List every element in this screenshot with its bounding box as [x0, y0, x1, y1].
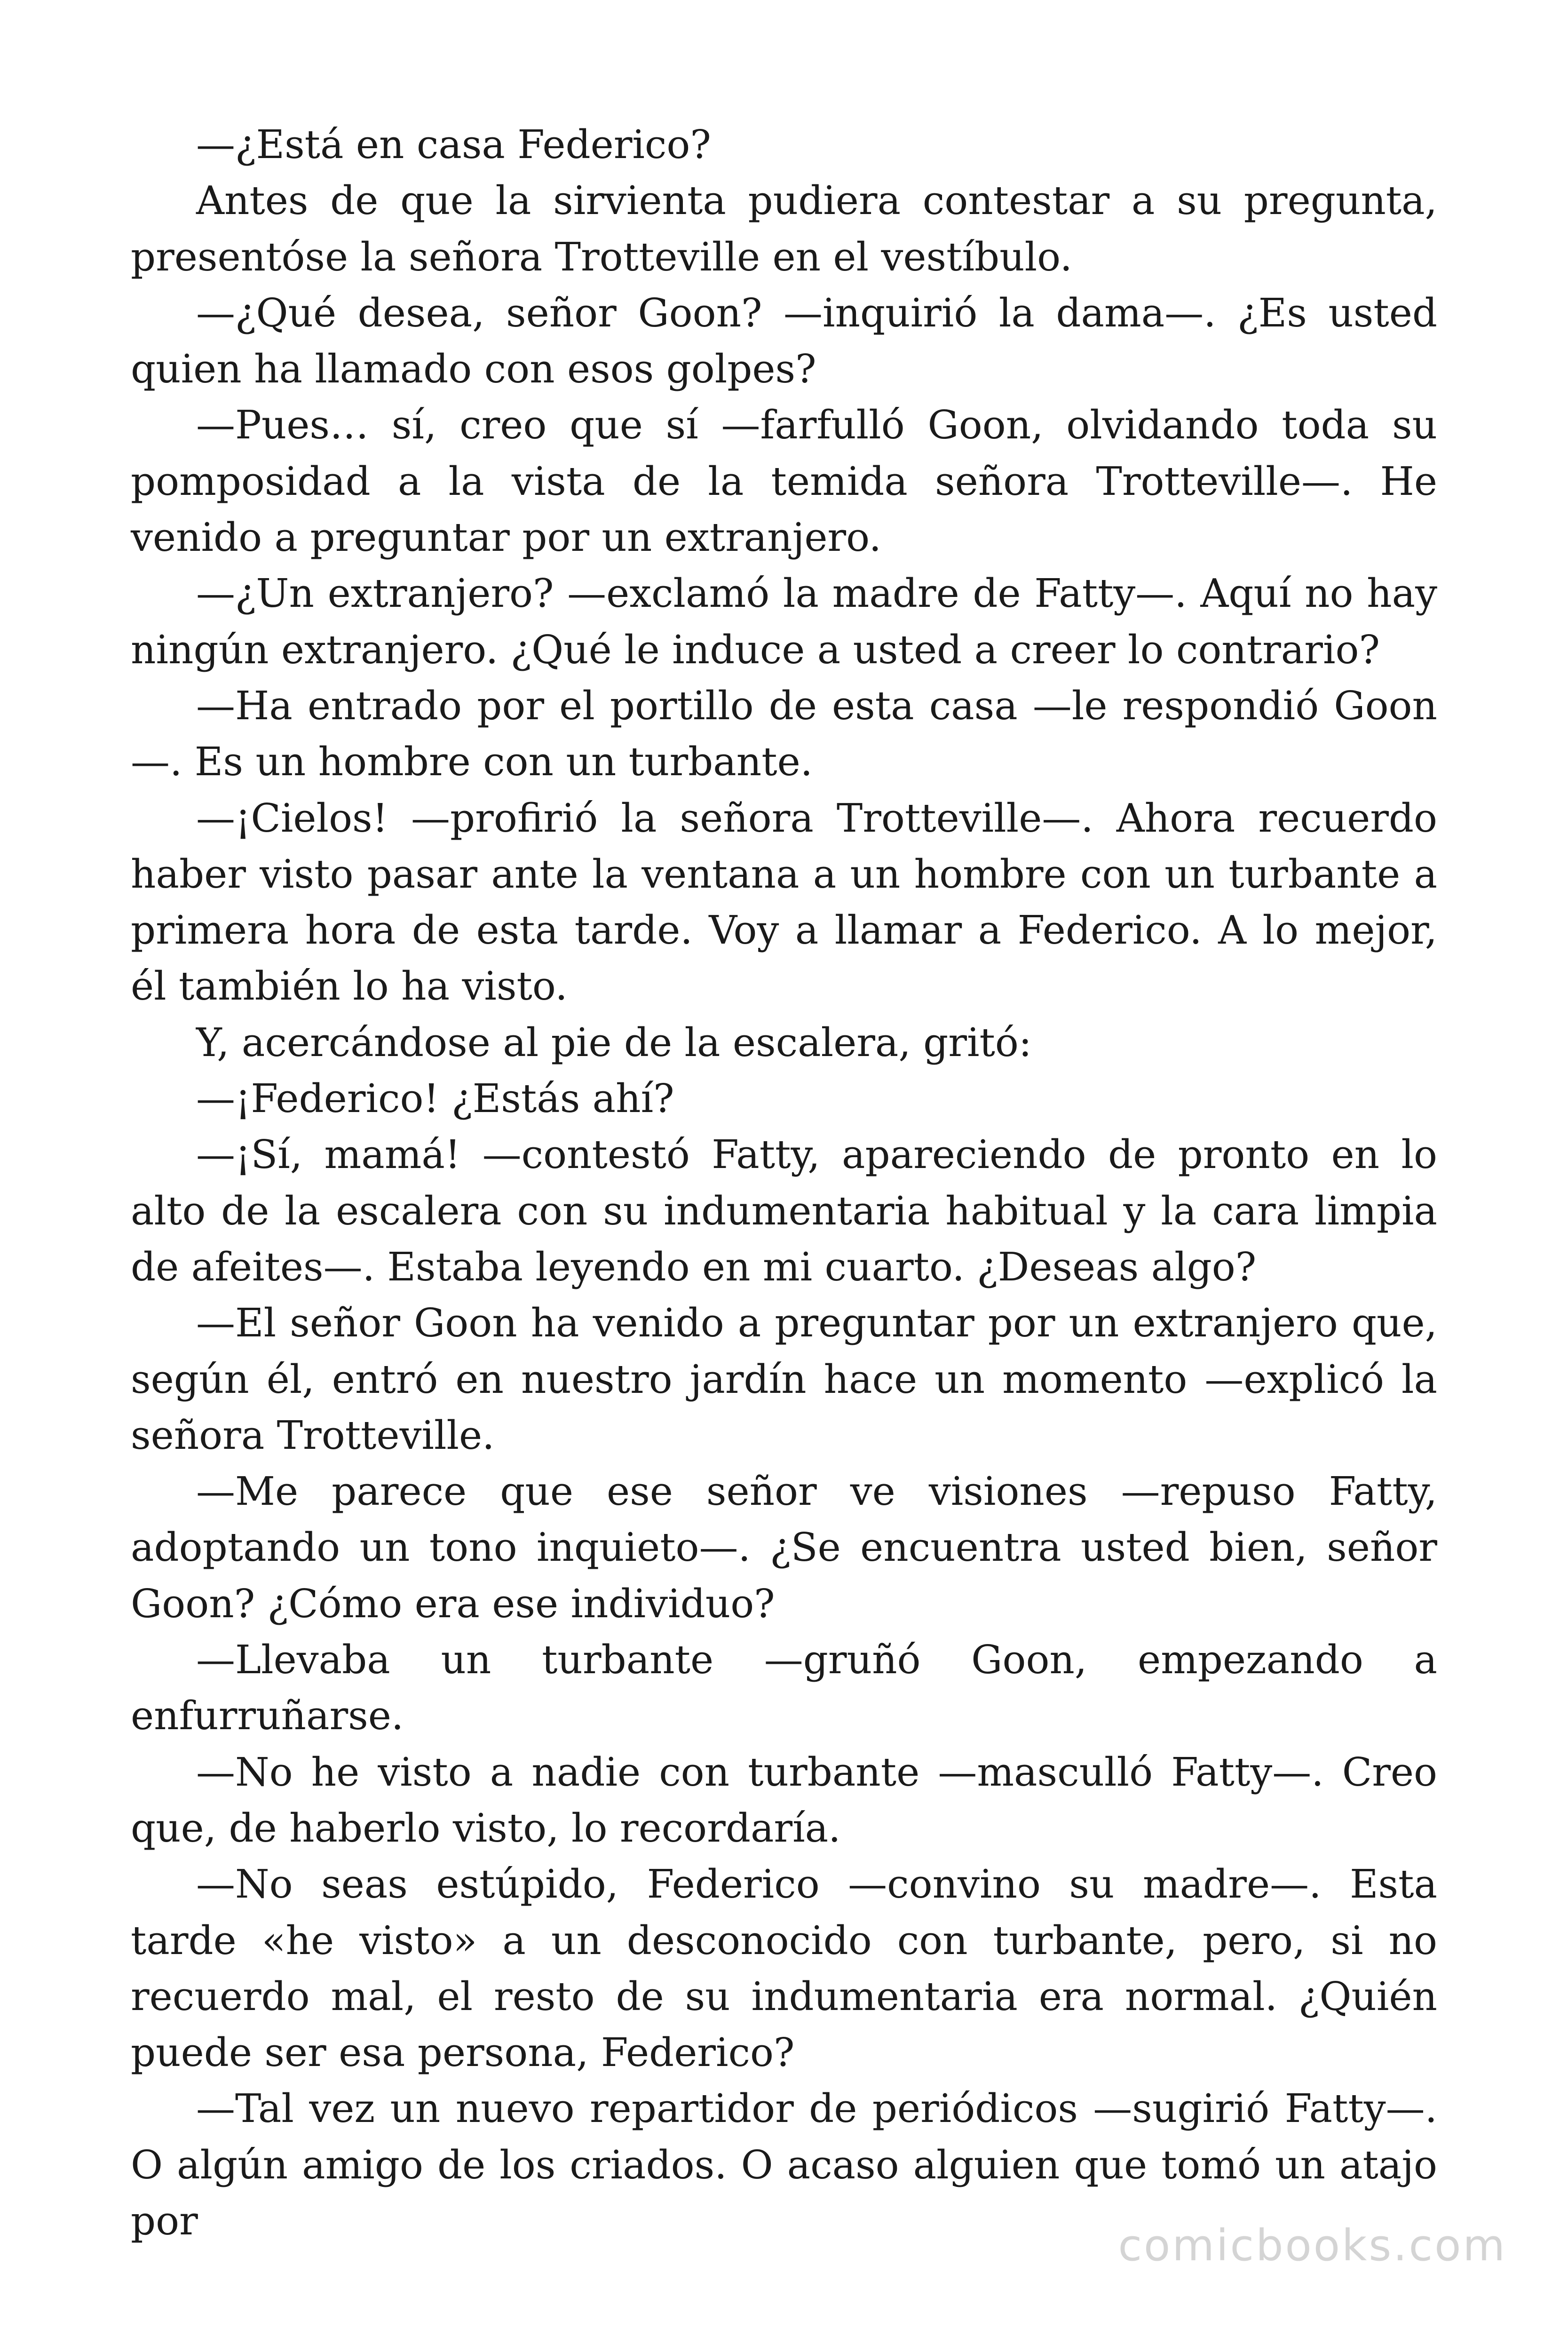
paragraph: —¡Federico! ¿Estás ahí? — [196, 1076, 674, 1122]
book-page-text — [131, 117, 1437, 2244]
paragraph: —No seas estúpido, Federico —convino su madre—. Esta tarde «he visto» a un desconocido con turbante, pero, si no recuerdo mal, el resto de su indumentaria era normal. ¿Quién puede ser esa persona, Federico? — [131, 1861, 1437, 2076]
paragraph: —¡Sí, mamá! —contestó Fatty, apareciendo de pronto en lo alto de la escalera con su indumentaria habitual y la cara limpia de afeites—. Estaba leyendo en mi cuarto. ¿Deseas algo? — [131, 1132, 1437, 1290]
paragraph: —¿Qué desea, señor Goon? —inquirió la dama—. ¿Es usted quien ha llamado con esos golpes? — [131, 290, 1437, 392]
paragraph: —El señor Goon ha venido a preguntar por un extranjero que, según él, entró en nuestro jardín hace un momento —explicó la señora Trotteville. — [131, 1300, 1437, 1458]
paragraph: —¿Un extranjero? —exclamó la madre de Fatty—. Aquí no hay ningún extranjero. ¿Qué le induce a usted a creer lo contrario? — [131, 571, 1437, 673]
paragraph: —Ha entrado por el portillo de esta casa —le respondió Goon—. Es un hombre con un turbante. — [131, 683, 1437, 785]
paragraph: —Pues… sí, creo que sí —farfulló Goon, olvidando toda su pomposidad a la vista de la temida señora Trotteville—. He venido a preguntar por un extranjero. — [131, 402, 1437, 561]
paragraph: —¿Está en casa Federico? — [196, 122, 711, 167]
paragraph: Y, acercándose al pie de la escalera, gritó: — [196, 1019, 1032, 1065]
paragraph: Antes de que la sirvienta pudiera contestar a su pregunta, presentóse la señora Trotteville en el vestíbulo. — [131, 178, 1437, 280]
paragraph: —¡Cielos! —profirió la señora Trotteville—. Ahora recuerdo haber visto pasar ante la ventana a un hombre con un turbante a primera hora de esta tarde. Voy a llamar a Federico. A lo mejor, él también lo ha visto. — [131, 795, 1437, 1009]
paragraph: —Me parece que ese señor ve visiones —repuso Fatty, adoptando un tono inquieto—. ¿Se encuentra usted bien, señor Goon? ¿Cómo era ese individuo? — [131, 1469, 1437, 1627]
paragraph: —No he visto a nadie con turbante —masculló Fatty—. Creo que, de haberlo visto, lo recordaría. — [131, 1749, 1437, 1851]
paragraph-last: —Tal vez un nuevo repartidor de periódicos —sugirió Fatty—. O algún amigo de los criados. O acaso alguien que tomó un atajo por — [131, 2086, 1437, 2244]
watermark: comicbooks.com — [1118, 2220, 1507, 2271]
paragraph: —Llevaba un turbante —gruñó Goon, empezando a enfurruñarse. — [131, 1637, 1437, 1739]
